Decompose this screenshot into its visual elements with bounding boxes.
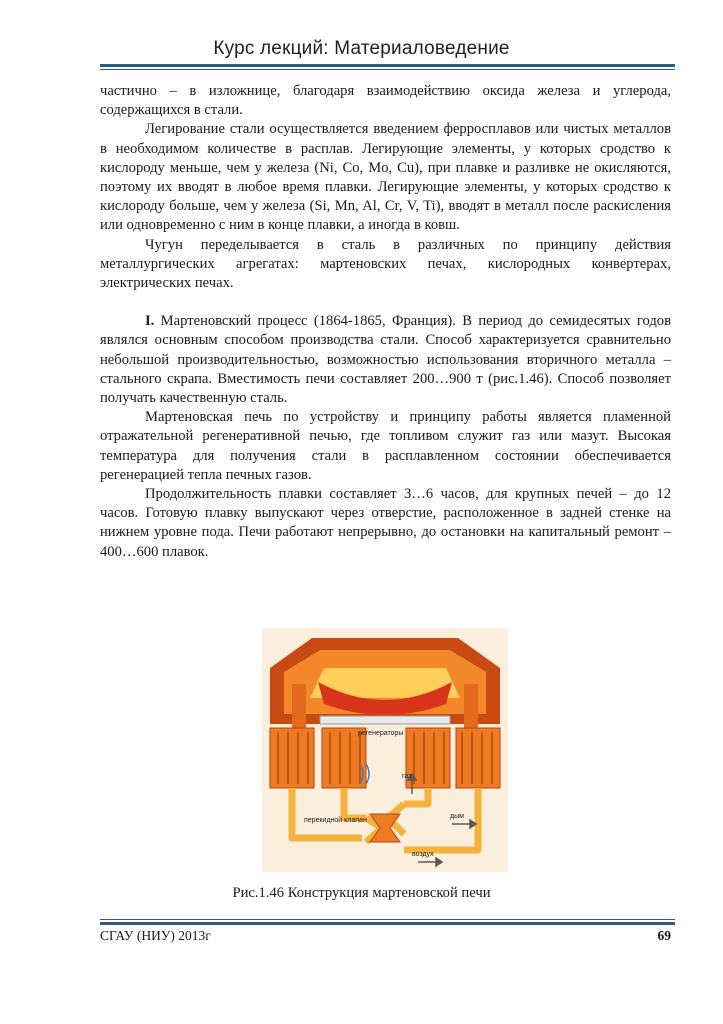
label-regenerators: регенераторы: [358, 730, 404, 737]
section-number: I.: [145, 313, 155, 330]
label-valve: перекидной клапан: [304, 817, 367, 824]
paragraph: Мартеновская печь по устройству и принципу работы является пламенной отражательной регенеративной печью, где топливом служит газ или мазут. Высокая температура для получения стали в расплавленном состоянии обеспечивается регенерацией тепла печных газов.: [100, 409, 671, 483]
section-text: Мартеновский процесс (1864-1865, Франция). В период до семидесятых годов являлся основным способом производства стали. Способ характеризуется сравнительно небольшой производительностью, возможностью использования вторичного металла – стального скрапа. Вместимость печи составляет 200…900 т (рис.1.46). Способ позволяет получать качественную сталь.: [100, 313, 671, 407]
paragraph: Продолжительность плавки составляет 3…6 часов, для крупных печей – до 12 часов. Готовую плавку выпускают через отверстие, расположенное в задней стенке на нижнем уровне пода. Печи работают непрерывно, до остановки на капитальный ремонт – 400…600 плавок.: [100, 486, 671, 560]
main-text: [100, 82, 671, 562]
furnace-diagram: [262, 628, 508, 872]
label-gas: газ: [402, 773, 412, 780]
section-paragraph: [100, 312, 671, 408]
paragraph: частично – в изложнице, благодаря взаимодействию оксида железа и углерода, содержащихся в стали.: [100, 83, 671, 119]
footer-left: СГАУ (НИУ) 2013г: [100, 928, 211, 943]
page-number: 69: [657, 928, 671, 943]
page-header-title: Курс лекций: Материаловедение: [213, 38, 510, 59]
label-air: воздух: [412, 851, 434, 858]
open-hearth-furnace-figure: [262, 628, 508, 872]
header-rule: [100, 64, 675, 70]
figure-caption: Рис.1.46 Конструкция мартеновской печи: [232, 885, 491, 901]
footer-rule: [100, 919, 675, 925]
paragraph: Легирование стали осуществляется введением ферросплавов или чистых металлов в необходимом количестве в расплав. Легирующие элементы, у которых сродство к кислороду меньше, чем у железа (Ni, Co, Mo, Cu), при плавке и разливке не окисляются, поэтому их вводят в любое время плавки. Легирующие элементы, у которых сродство к кислороду больше, чем у железа (Si, Mn, Al, Cr, V, Ti), вводят в металл после раскисления или одновременно с ним в конце плавки, а иногда в ковш.: [100, 121, 671, 234]
label-smoke: дым: [450, 813, 464, 820]
paragraph: Чугун переделывается в сталь в различных по принципу действия металлургических агрегатах: мартеновских печах, кислородных конвертерах, электрических печах.: [100, 236, 671, 292]
